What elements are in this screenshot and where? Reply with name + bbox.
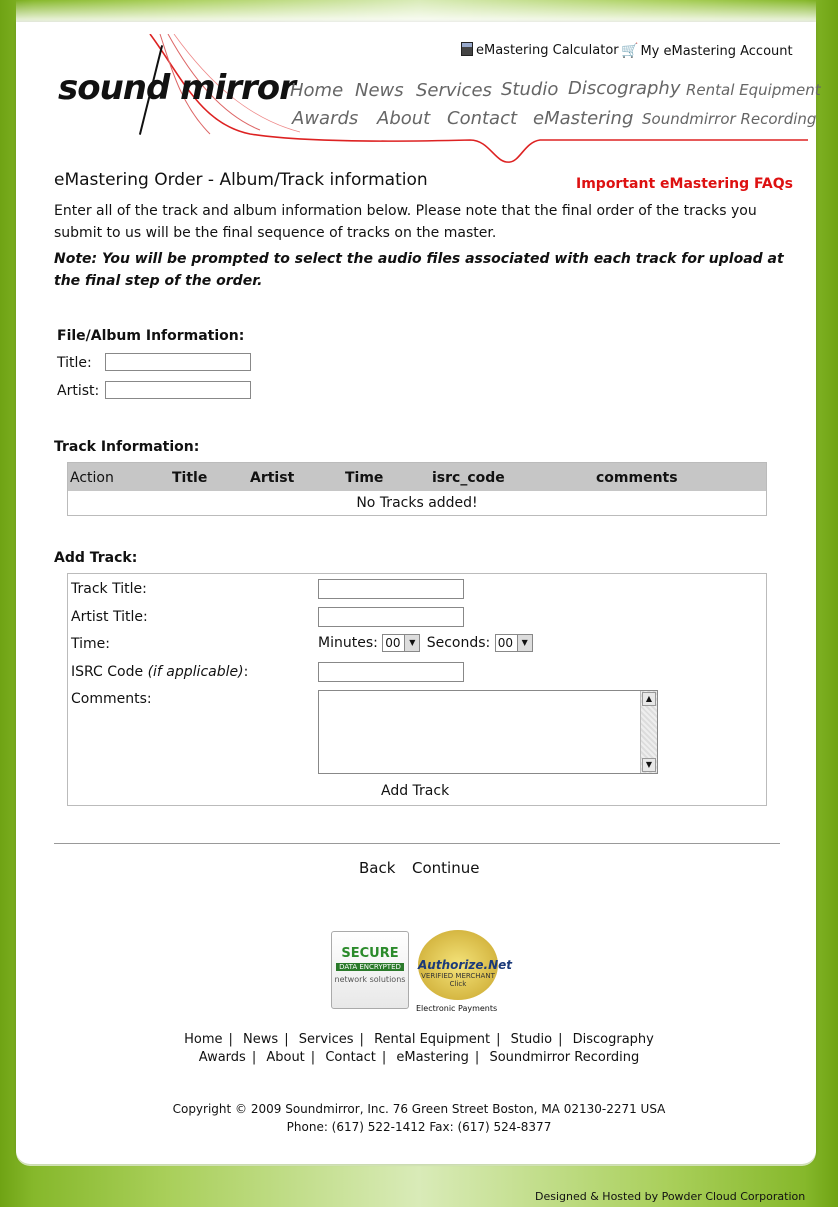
footer-nav-row2: Awards | About | Contact | eMastering | Soundmirror Recording (198, 1050, 640, 1065)
nav-awards[interactable]: Awards (292, 108, 359, 129)
seconds-value: 00 (497, 636, 514, 650)
minutes-select[interactable] (382, 634, 420, 652)
add-track-button[interactable]: Add Track (381, 783, 450, 799)
nav-soundmirror-recording[interactable]: Soundmirror Recording (642, 110, 817, 128)
col-comments: comments (596, 470, 678, 486)
album-artist-label: Artist: (57, 383, 100, 399)
footer-news[interactable]: News (243, 1032, 279, 1047)
footer-awards[interactable]: Awards (198, 1050, 246, 1065)
seconds-select[interactable] (495, 634, 533, 652)
nav-services[interactable]: Services (416, 80, 492, 101)
tracks-table-header (68, 463, 766, 491)
comments-textarea[interactable] (318, 690, 658, 774)
nav-news[interactable]: News (355, 80, 404, 101)
col-time: Time (345, 470, 384, 486)
designed-by[interactable]: Designed & Hosted by Powder Cloud Corporation (535, 1190, 806, 1203)
time-controls (318, 634, 533, 652)
minutes-value: 00 (385, 636, 401, 650)
col-artist: Artist (250, 470, 295, 486)
authorize-net-title: Authorize.Net (418, 958, 512, 972)
back-button[interactable]: Back (359, 859, 396, 877)
album-title-input[interactable] (105, 353, 251, 371)
footer-about[interactable]: About (266, 1050, 305, 1065)
empty-tracks-message: No Tracks added! (356, 495, 478, 511)
isrc-label (71, 664, 248, 680)
nav-rental-equipment[interactable]: Rental Equipment (686, 81, 821, 99)
electronic-payments-label: Electronic Payments (416, 1004, 498, 1013)
cart-icon: 🛒 (621, 43, 639, 59)
track-info-heading: Track Information: (54, 439, 200, 455)
footer-soundmirror-recording[interactable]: Soundmirror Recording (489, 1050, 640, 1065)
isrc-hint: (if applicable) (147, 664, 244, 680)
seconds-label: Seconds: (426, 635, 491, 651)
footer-contact[interactable]: Contact (325, 1050, 376, 1065)
my-account-link[interactable] (621, 43, 793, 59)
col-action: Action (70, 470, 114, 486)
nav-discography[interactable]: Discography (568, 78, 681, 99)
col-isrc: isrc_code (432, 470, 505, 486)
nav-about[interactable]: About (377, 108, 431, 129)
secure-seal-title: SECURE (341, 946, 399, 961)
secure-seal-brand: network solutions (334, 975, 406, 984)
footer-studio[interactable]: Studio (510, 1032, 553, 1047)
nav-contact[interactable]: Contact (447, 108, 518, 129)
footer-nav-row1: Home | News | Services | Rental Equipment | Studio | Discography (184, 1032, 654, 1047)
minutes-label: Minutes: (318, 635, 378, 651)
footer-rental-equipment[interactable]: Rental Equipment (374, 1032, 491, 1047)
nav-home[interactable]: Home (290, 80, 344, 101)
calculator-icon (461, 42, 473, 56)
footer-services[interactable]: Services (298, 1032, 354, 1047)
divider (54, 843, 780, 844)
isrc-label-colon: : (243, 664, 249, 680)
site-logo[interactable]: sound mirror (58, 68, 295, 108)
network-solutions-secure-seal[interactable] (331, 931, 409, 1009)
intro-text: Enter all of the track and album information below. Please note that the final order of the tracks you submit to us will be the final sequence of tracks on the master. (54, 203, 757, 241)
time-label: Time: (71, 636, 110, 652)
col-title: Title (172, 470, 208, 486)
scroll-up-icon[interactable]: ▲ (642, 692, 656, 706)
comments-label: Comments: (71, 691, 152, 707)
calculator-label: eMastering Calculator (476, 43, 619, 58)
footer-home[interactable]: Home (184, 1032, 223, 1047)
footer-discography[interactable]: Discography (572, 1032, 654, 1047)
page-title: eMastering Order - Album/Track information (54, 170, 428, 190)
authorize-net-seal[interactable] (418, 930, 512, 1000)
tracks-table (67, 462, 767, 516)
album-title-label: Title: (57, 355, 92, 371)
faq-link[interactable]: Important eMastering FAQs (576, 176, 793, 192)
secure-seal-sub: DATA ENCRYPTED (336, 963, 404, 971)
track-title-label: Track Title: (71, 581, 147, 597)
copyright: Copyright © 2009 Soundmirror, Inc. 76 Green Street Boston, MA 02130-2271 USA (172, 1102, 666, 1116)
artist-title-input[interactable] (318, 607, 464, 627)
album-info-heading: File/Album Information: (57, 328, 245, 344)
scroll-down-icon[interactable]: ▼ (642, 758, 656, 772)
chevron-down-icon: ▼ (517, 635, 532, 651)
isrc-input[interactable] (318, 662, 464, 682)
phone-fax: Phone: (617) 522-1412 Fax: (617) 524-8377 (286, 1120, 552, 1134)
artist-title-label: Artist Title: (71, 609, 148, 625)
footer-emastering[interactable]: eMastering (396, 1050, 469, 1065)
isrc-label-text: ISRC Code (71, 664, 144, 680)
nav-emastering[interactable]: eMastering (533, 108, 634, 129)
chevron-down-icon: ▼ (404, 635, 419, 651)
nav-studio[interactable]: Studio (501, 79, 559, 100)
continue-button[interactable]: Continue (412, 859, 480, 877)
album-artist-input[interactable] (105, 381, 251, 399)
upload-note: Note: You will be prompted to select the audio files associated with each track for upload at the final step of the order. (54, 251, 784, 289)
add-track-heading: Add Track: (54, 550, 138, 566)
account-label: My eMastering Account (640, 44, 793, 59)
authorize-net-sub: VERIFIED MERCHANT Click (421, 972, 495, 988)
track-title-input[interactable] (318, 579, 464, 599)
top-fade (16, 0, 816, 22)
emastering-calculator-link[interactable] (461, 42, 619, 58)
